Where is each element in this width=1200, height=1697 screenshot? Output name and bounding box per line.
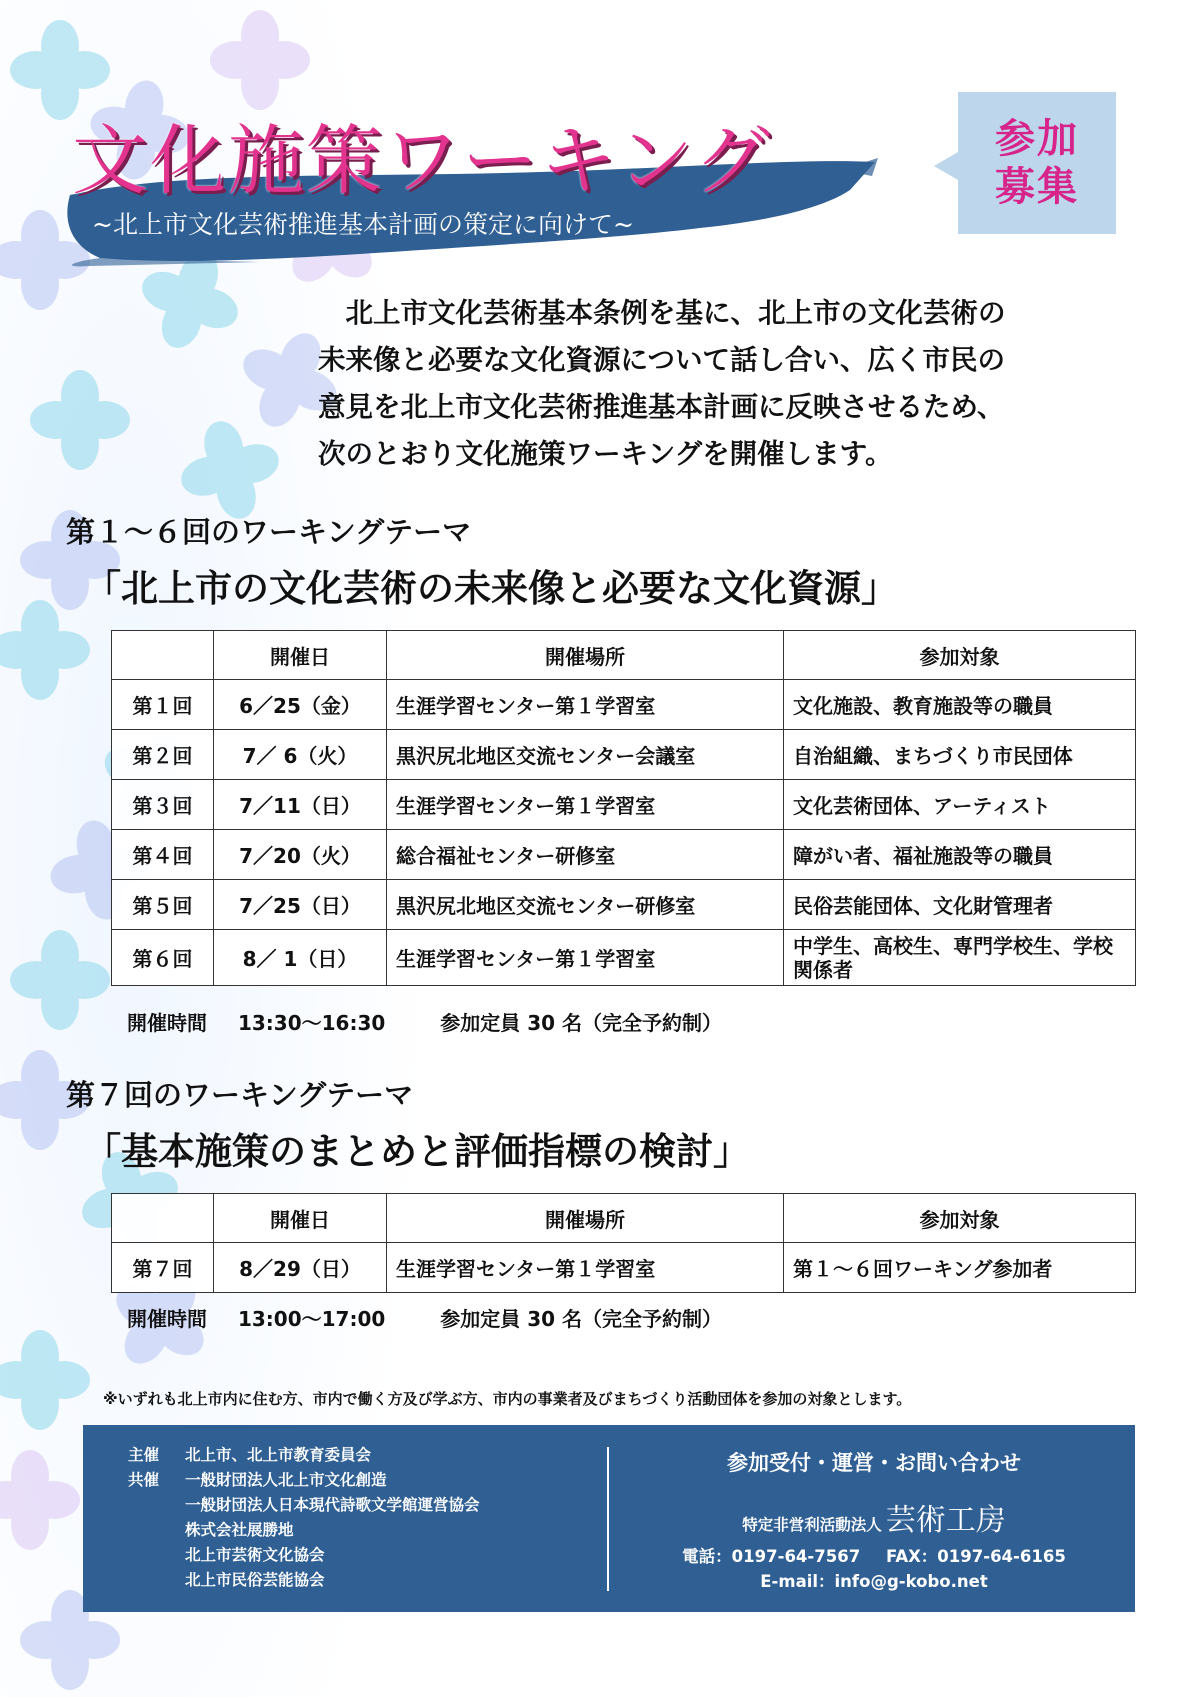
section1-hours xyxy=(127,1007,722,1036)
organizer-value: 北上市、北上市教育委員会 xyxy=(185,1446,372,1464)
table-header-row xyxy=(112,1194,1136,1243)
cell-date: 7／ 6（火） xyxy=(214,730,387,780)
cell-place: 生涯学習センター第１学習室 xyxy=(387,930,784,986)
cell-date: 8／29（日） xyxy=(214,1243,387,1293)
cell-place: 生涯学習センター第１学習室 xyxy=(387,780,784,830)
cohost-row xyxy=(128,1543,480,1568)
cell-target: 障がい者、福祉施設等の職員 xyxy=(784,830,1136,880)
hours-value: 13:00～17:00 xyxy=(237,1307,386,1331)
capacity: 参加定員 30 名（完全予約制） xyxy=(440,1011,723,1035)
section2-theme: 「基本施策のまとめと評価指標の検討」 xyxy=(84,1130,750,1173)
badge-line-1: 参加 xyxy=(995,116,1079,162)
contact-organization xyxy=(613,1495,1135,1539)
phone-number: 電話：0197-64-7567 xyxy=(682,1547,861,1566)
schedule-table-1 xyxy=(111,630,1136,986)
cohost-row xyxy=(128,1493,480,1518)
intro-line: 北上市文化芸術基本条例を基に、北上市の文化芸術の xyxy=(318,297,1006,329)
org-type: 特定非営利活動法人 xyxy=(742,1516,882,1534)
cell-round: 第４回 xyxy=(112,830,214,880)
fax-number: FAX：0197-64-6165 xyxy=(885,1547,1066,1566)
badge-line-2: 募集 xyxy=(995,164,1079,210)
header-round xyxy=(112,631,214,680)
table-row xyxy=(112,930,1136,986)
intro-line: 意見を北上市文化芸術推進基本計画に反映させるため、 xyxy=(318,391,1005,423)
contact-heading: 参加受付・運営・お問い合わせ xyxy=(727,1451,1021,1475)
cell-date: 7／11（日） xyxy=(214,780,387,830)
header-round xyxy=(112,1194,214,1243)
cell-target: 中学生、高校生、専門学校生、学校関係者 xyxy=(784,930,1136,986)
table-row xyxy=(112,880,1136,930)
organizer-row xyxy=(128,1443,480,1468)
cell-target: 民俗芸能団体、文化財管理者 xyxy=(784,880,1136,930)
organizers xyxy=(128,1443,480,1593)
cell-target: 自治組織、まちづくり市民団体 xyxy=(784,730,1136,780)
header-target: 参加対象 xyxy=(784,631,1136,680)
cell-place: 総合福祉センター研修室 xyxy=(387,830,784,880)
cohost-value: 株式会社展勝地 xyxy=(185,1521,294,1539)
schedule-table-2 xyxy=(111,1193,1136,1293)
cell-date: 6／25（金） xyxy=(214,680,387,730)
cell-round: 第２回 xyxy=(112,730,214,780)
cohost-label: 共催 xyxy=(128,1471,160,1489)
cell-round: 第５回 xyxy=(112,880,214,930)
cohost-row xyxy=(128,1468,480,1493)
cell-date: 7／25（日） xyxy=(214,880,387,930)
section2-hours xyxy=(127,1303,722,1332)
cohost-row xyxy=(128,1568,480,1593)
cell-target: 第１～６回ワーキング参加者 xyxy=(784,1243,1136,1293)
organizer-label: 主催 xyxy=(128,1446,160,1464)
eligibility-note: ※いずれも北上市内に住む方、市内で働く方及び学ぶ方、市内の事業者及びまちづくり活動団体を参加の対象とします。 xyxy=(103,1390,912,1408)
cell-place: 黒沢尻北地区交流センター会議室 xyxy=(387,730,784,780)
header-date: 開催日 xyxy=(214,631,387,680)
section1-theme: 「北上市の文化芸術の未来像と必要な文化資源」 xyxy=(84,567,898,610)
cohost-row xyxy=(128,1518,480,1543)
email-address: E-mail：info@g-kobo.net xyxy=(760,1572,988,1591)
intro-line: 次のとおり文化施策ワーキングを開催します。 xyxy=(318,438,893,470)
recruitment-badge xyxy=(958,92,1116,234)
cell-place: 生涯学習センター第１学習室 xyxy=(387,680,784,730)
cell-place: 黒沢尻北地区交流センター研修室 xyxy=(387,880,784,930)
subtitle: ~北上市文化芸術推進基本計画の策定に向けて~ xyxy=(92,210,634,239)
cell-round: 第１回 xyxy=(112,680,214,730)
cell-round: 第６回 xyxy=(112,930,214,986)
cohost-value: 一般財団法人北上市文化創造 xyxy=(185,1471,387,1489)
table-row xyxy=(112,1243,1136,1293)
table-row xyxy=(112,780,1136,830)
header-place: 開催場所 xyxy=(387,631,784,680)
hours-label: 開催時間 xyxy=(127,1011,207,1035)
hours-value: 13:30～16:30 xyxy=(237,1011,386,1035)
section2-label: 第７回のワーキングテーマ xyxy=(66,1078,414,1112)
phone-fax xyxy=(613,1543,1135,1567)
cell-target: 文化芸術団体、アーティスト xyxy=(784,780,1136,830)
footer-panel xyxy=(83,1425,1135,1612)
cell-date: 7／20（火） xyxy=(214,830,387,880)
section1-label: 第１～６回のワーキングテーマ xyxy=(66,515,472,549)
cell-round: 第７回 xyxy=(112,1243,214,1293)
hours-label: 開催時間 xyxy=(127,1307,207,1331)
capacity: 参加定員 30 名（完全予約制） xyxy=(440,1307,723,1331)
cohost-value: 一般財団法人日本現代詩歌文学館運営協会 xyxy=(185,1496,480,1514)
header-date: 開催日 xyxy=(214,1194,387,1243)
table-row xyxy=(112,830,1136,880)
header-place: 開催場所 xyxy=(387,1194,784,1243)
cell-target: 文化施設、教育施設等の職員 xyxy=(784,680,1136,730)
header-target: 参加対象 xyxy=(784,1194,1136,1243)
org-name: 芸術工房 xyxy=(885,1503,1006,1538)
cell-round: 第３回 xyxy=(112,780,214,830)
intro-line: 未来像と必要な文化資源について話し合い、広く市民の xyxy=(318,344,1005,376)
table-row xyxy=(112,680,1136,730)
cell-date: 8／ 1（日） xyxy=(214,930,387,986)
cell-place: 生涯学習センター第１学習室 xyxy=(387,1243,784,1293)
cohost-value: 北上市民俗芸能協会 xyxy=(185,1571,325,1589)
table-row xyxy=(112,730,1136,780)
cohost-value: 北上市芸術文化協会 xyxy=(185,1546,325,1564)
table-header-row xyxy=(112,631,1136,680)
intro-text xyxy=(318,290,1148,478)
main-title: 文化施策ワーキング xyxy=(72,116,772,205)
footer-divider xyxy=(607,1447,609,1591)
